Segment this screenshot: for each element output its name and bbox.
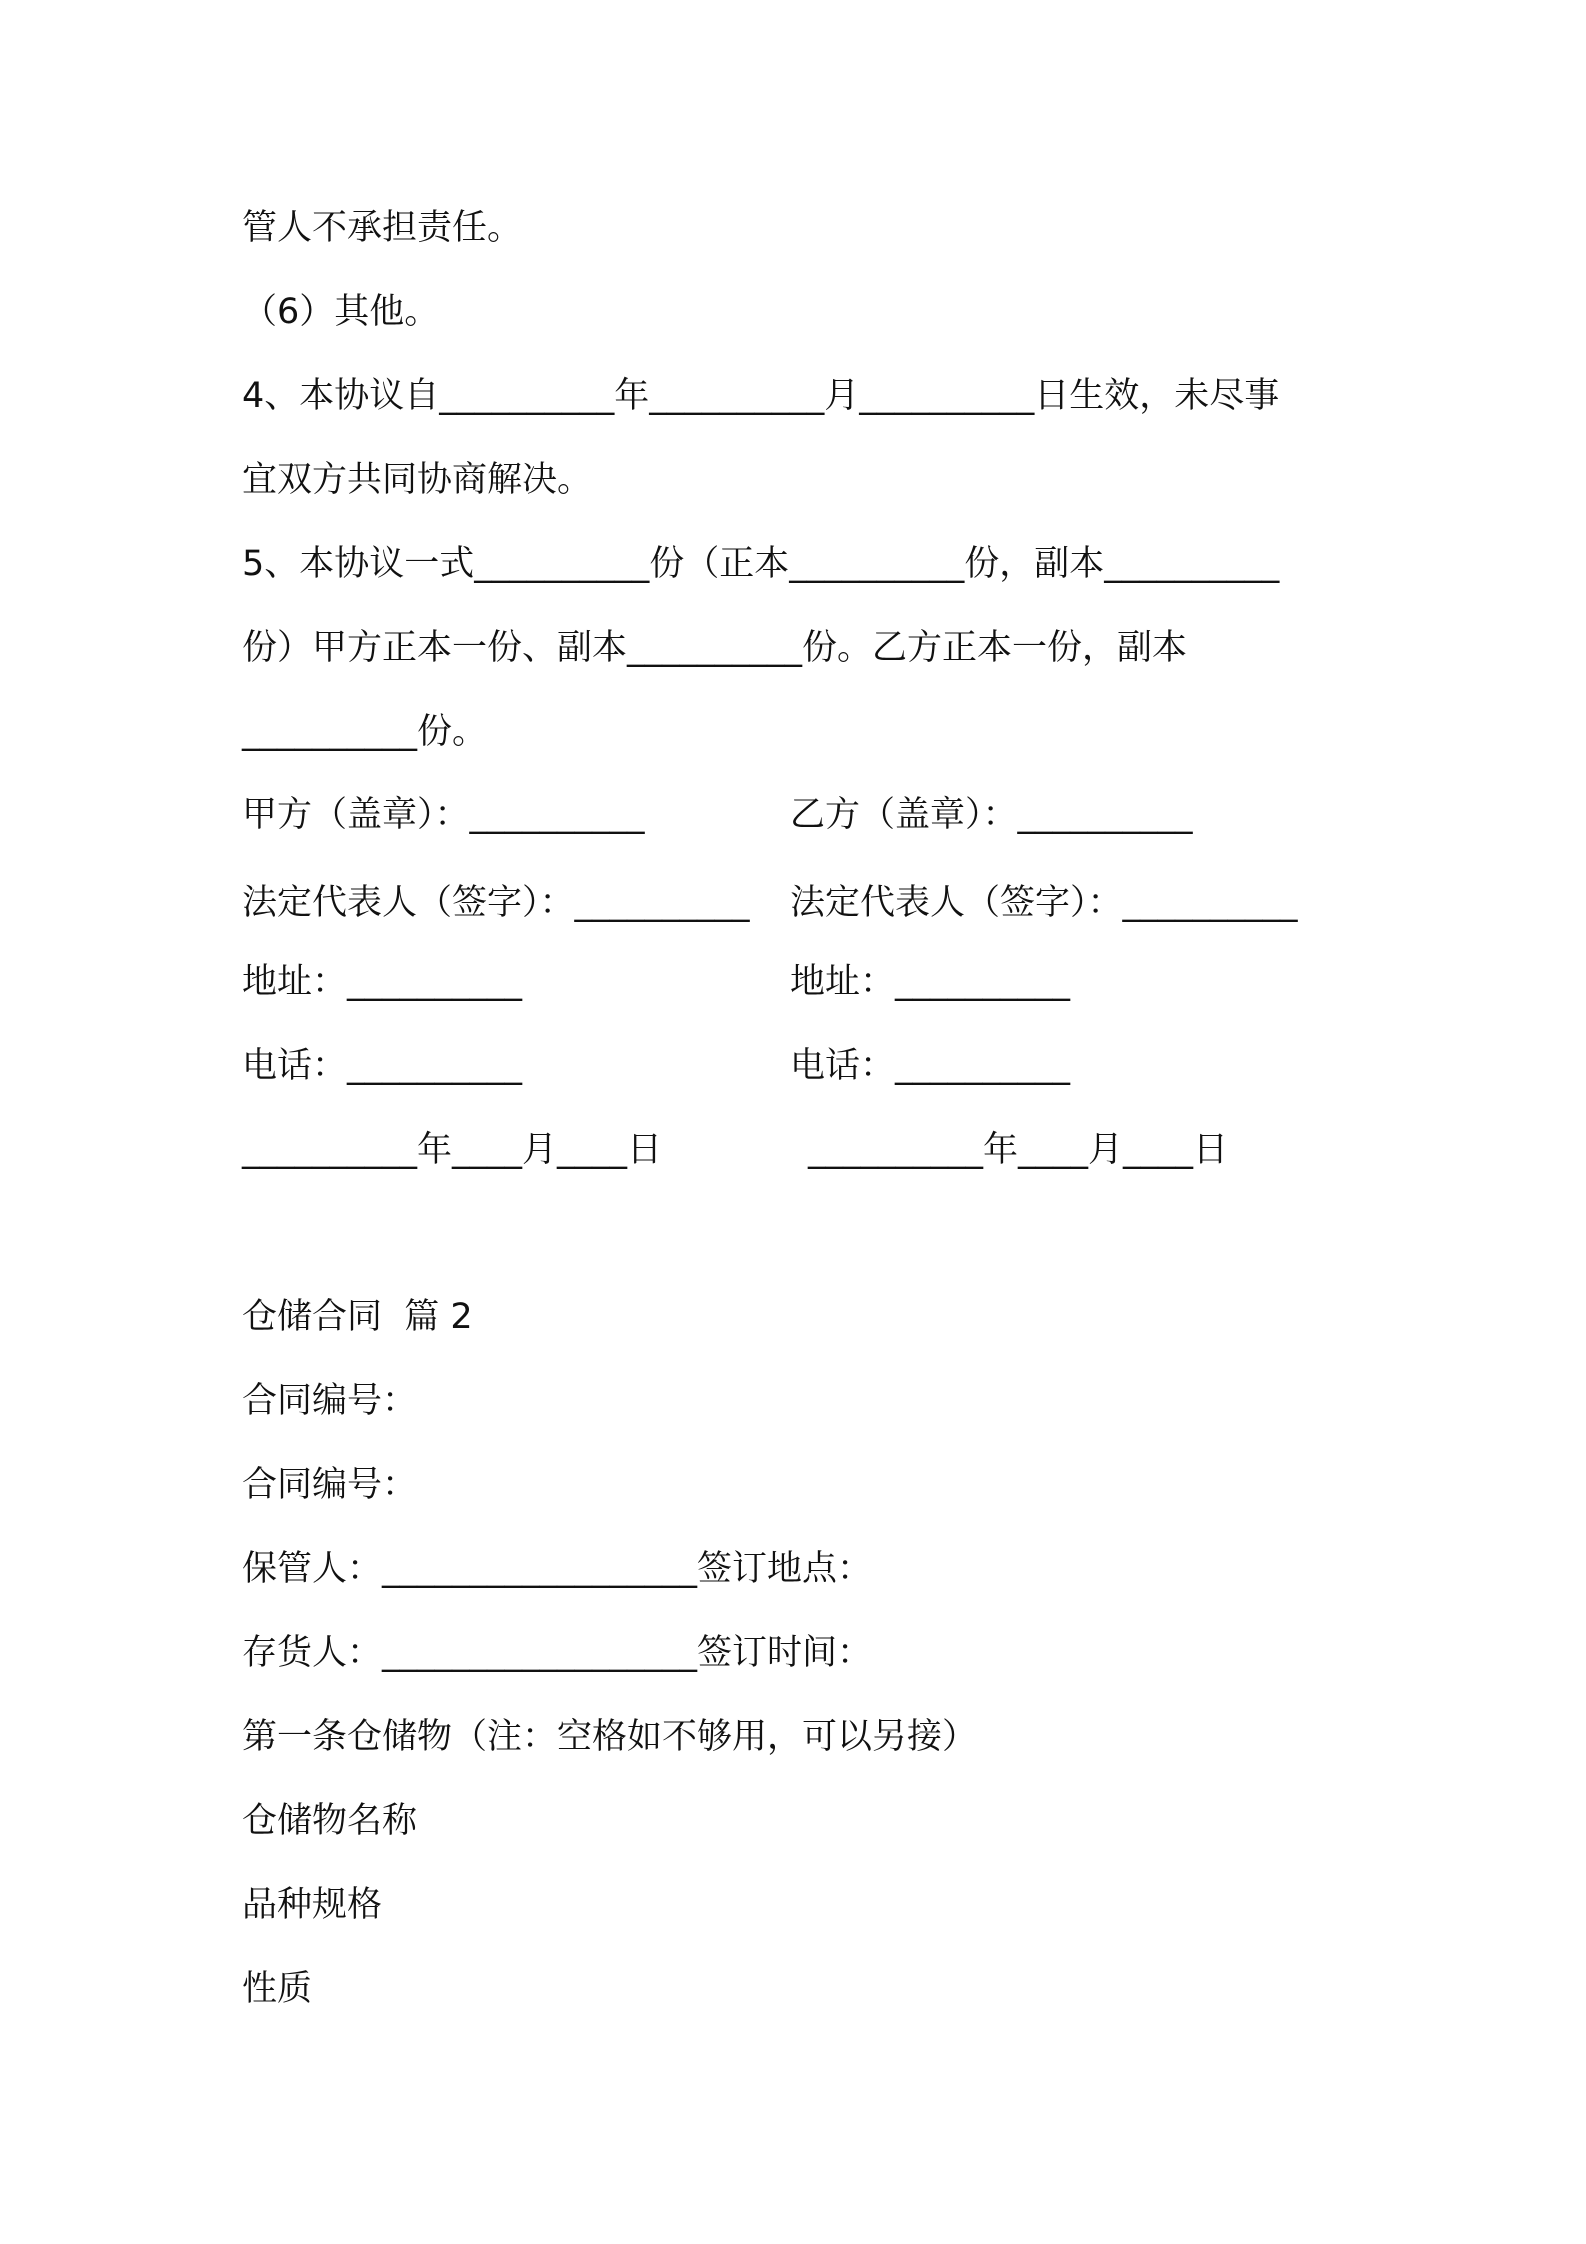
party-a-date: __________年____月____日 (242, 1130, 663, 1170)
contract-number-1: 合同编号： (242, 1381, 418, 1421)
paragraph-line: 管人不承担责任。 (242, 208, 523, 248)
item-spec-label: 品种规格 (242, 1885, 383, 1925)
section-title: 仓储合同 篇 2 (242, 1297, 473, 1337)
party-b-representative: 法定代表人（签字）：__________ (790, 883, 1298, 923)
party-b-address: 地址：__________ (790, 962, 1071, 1002)
article-1: 第一条仓储物（注：空格如不够用，可以另接） (242, 1717, 978, 1757)
party-b-date: __________年____月____日 (808, 1130, 1229, 1170)
paragraph-line: 份）甲方正本一份、副本__________份。乙方正本一份，副本 (242, 628, 1188, 668)
party-a-seal: 甲方（盖章）：__________ (242, 795, 645, 835)
party-a-phone: 电话：__________ (242, 1046, 523, 1086)
item-nature-label: 性质 (242, 1969, 313, 2009)
contract-number-2: 合同编号： (242, 1465, 418, 1505)
paragraph-line: 4、本协议自__________年__________月__________日生效，未尽事 (242, 376, 1280, 416)
paragraph-line: __________份。 (242, 712, 488, 752)
paragraph-line: 5、本协议一式__________份（正本__________份，副本__________ (242, 544, 1280, 584)
party-b-phone: 电话：__________ (790, 1046, 1071, 1086)
item-name-label: 仓储物名称 (242, 1801, 418, 1841)
paragraph-line: （6）其他。 (242, 292, 440, 332)
depositor-line: 存货人：__________________签订时间： (242, 1633, 873, 1673)
paragraph-line: 宜双方共同协商解决。 (242, 460, 593, 500)
custodian-line: 保管人：__________________签订地点： (242, 1549, 873, 1589)
party-a-address: 地址：__________ (242, 962, 523, 1002)
party-a-representative: 法定代表人（签字）：__________ (242, 883, 750, 923)
party-b-seal: 乙方（盖章）：__________ (790, 795, 1193, 835)
